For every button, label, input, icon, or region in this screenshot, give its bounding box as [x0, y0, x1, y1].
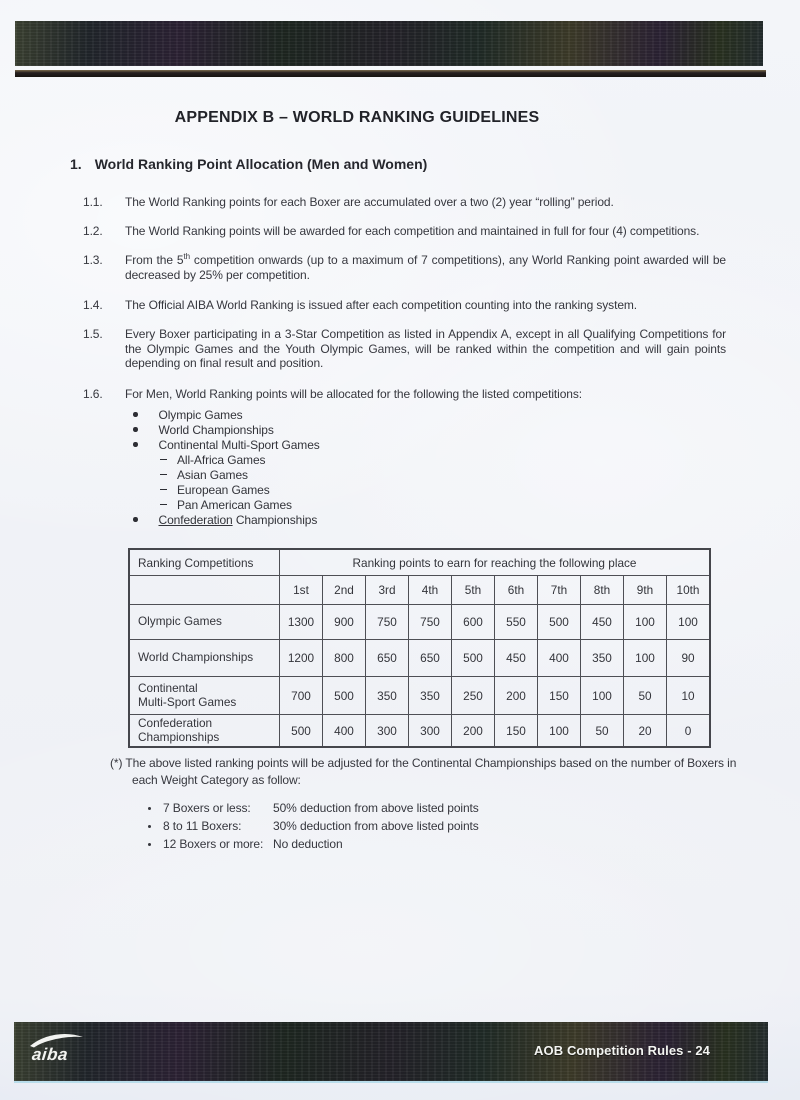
item-text: The World Ranking points for each Boxer are accumulated over a two (2) year “rolling” period.: [125, 195, 614, 209]
list-item-label: World Championships: [158, 422, 274, 437]
place-header: 6th: [495, 576, 538, 605]
bullet-dot-icon: [133, 427, 138, 432]
item-number: 1.4.: [83, 298, 103, 312]
item-text: The Official AIBA World Ranking is issued after each competition counting into the ranking system.: [125, 298, 638, 312]
item-1-1: [83, 195, 726, 210]
item-number: 1.5.: [83, 327, 103, 341]
points-cell: 50: [624, 677, 667, 715]
underlined-word: Confederation: [158, 512, 233, 527]
item-text: The World Ranking points will be awarded for each competition and maintained in full for four (4) competitions.: [125, 224, 700, 238]
section-heading: [70, 156, 427, 172]
points-cell: 350: [409, 677, 452, 715]
table-row: [129, 677, 710, 715]
competition-label: Confederation Championships: [129, 715, 280, 748]
table-header-row: [129, 549, 710, 576]
table-place-header-row: [129, 576, 710, 605]
points-cell: 650: [409, 640, 452, 677]
place-header: 9th: [624, 576, 667, 605]
deduction-list: [148, 799, 479, 853]
item-text: [125, 253, 726, 282]
points-cell: 900: [323, 605, 366, 640]
points-cell: 1200: [280, 640, 323, 677]
points-cell: 200: [452, 715, 495, 748]
points-cell: 150: [495, 715, 538, 748]
table-corner-header: Ranking Competitions: [129, 549, 280, 576]
points-cell: 700: [280, 677, 323, 715]
points-cell: 450: [495, 640, 538, 677]
footer-page-label: AOB Competition Rules - 24: [534, 1043, 710, 1058]
table-empty-cell: [129, 576, 280, 605]
dash-icon: [160, 474, 167, 476]
top-thin-stripe: [15, 70, 766, 77]
points-cell: 100: [538, 715, 581, 748]
deduction-label: 12 Boxers or more:: [163, 837, 264, 851]
points-cell: 1300: [280, 605, 323, 640]
top-decorative-band: [15, 21, 763, 66]
label-rest: Championships: [232, 512, 318, 527]
points-cell: 800: [323, 640, 366, 677]
footnote-body: The above listed ranking points will be adjusted for the Continental Championships based on the number of Boxers in each Weight Category as follow:: [125, 756, 737, 787]
dash-icon: [160, 459, 167, 461]
table-row: [129, 640, 710, 677]
bullet-dot-icon: [133, 442, 138, 447]
aiba-logo-text: aiba: [31, 1045, 70, 1064]
footnote-marker: (*): [110, 756, 123, 770]
deduction-label: 8 to 11 Boxers:: [163, 819, 242, 833]
table-row: [129, 715, 710, 748]
points-cell: 350: [366, 677, 409, 715]
points-cell: 50: [581, 715, 624, 748]
list-item: [148, 835, 479, 853]
points-cell: 750: [409, 605, 452, 640]
bullet-dot-icon: [148, 825, 151, 828]
list-item: [133, 437, 320, 452]
sub-list-item: [133, 497, 320, 512]
list-item: [133, 512, 320, 527]
points-cell: 100: [667, 605, 711, 640]
competition-label: World Championships: [129, 640, 280, 677]
list-item-label: Continental Multi-Sport Games: [158, 437, 320, 452]
points-cell: 400: [323, 715, 366, 748]
footnote: [110, 755, 762, 788]
place-header: 4th: [409, 576, 452, 605]
points-cell: 500: [323, 677, 366, 715]
points-cell: 10: [667, 677, 711, 715]
points-cell: 20: [624, 715, 667, 748]
place-header: 1st: [280, 576, 323, 605]
sub-list-item-label: European Games: [177, 482, 270, 497]
sub-list-item-label: Pan American Games: [177, 497, 292, 512]
points-cell: 0: [667, 715, 711, 748]
deduction-value: No deduction: [273, 837, 343, 851]
bullet-dot-icon: [133, 412, 138, 417]
ordinal-superscript: th: [183, 252, 190, 261]
list-item-label: Olympic Games: [158, 407, 243, 422]
bullet-dot-icon: [148, 807, 151, 810]
item-text-post: competition onwards (up to a maximum of 7 competitions), any World Ranking point awarded will be decreased by 25% per competition.: [125, 253, 726, 282]
dash-icon: [160, 504, 167, 506]
list-item-label: [159, 513, 318, 527]
item-1-4: [83, 298, 726, 313]
place-header: 10th: [667, 576, 711, 605]
table-span-header: Ranking points to earn for reaching the following place: [280, 549, 711, 576]
points-cell: 250: [452, 677, 495, 715]
section-heading-text: World Ranking Point Allocation (Men and Women): [94, 156, 428, 172]
aiba-logo: [26, 1031, 96, 1065]
sub-list-item-label: All-Africa Games: [177, 452, 266, 467]
competition-label: Continental Multi-Sport Games: [129, 677, 280, 715]
item-1-6: [83, 387, 726, 402]
item-text-pre: From the 5: [125, 253, 184, 267]
section-number: 1.: [70, 156, 82, 172]
item-number: 1.2.: [83, 224, 103, 238]
footnote-text: [110, 755, 762, 788]
item-text: Every Boxer participating in a 3-Star Competition as listed in Appendix A, except in all Qualifying Competitions for the Olympic Games and the Youth Olympic Games, will be ranked within the competition and will gain points depending on final result and position.: [125, 327, 726, 370]
place-header: 7th: [538, 576, 581, 605]
ranking-points-table-wrap: [128, 548, 711, 748]
points-cell: 500: [538, 605, 581, 640]
item-1-5: [83, 327, 726, 371]
list-item: [148, 799, 479, 817]
deduction-label: 7 Boxers or less:: [163, 801, 251, 815]
item-number: 1.6.: [83, 387, 103, 401]
points-cell: 100: [624, 605, 667, 640]
ranking-points-table: [128, 548, 711, 748]
competition-label: Olympic Games: [129, 605, 280, 640]
item-1-2: [83, 224, 726, 239]
item-number: 1.3.: [83, 253, 103, 267]
item-text: For Men, World Ranking points will be allocated for the following the listed competitions:: [125, 387, 583, 401]
points-cell: 150: [538, 677, 581, 715]
points-cell: 90: [667, 640, 711, 677]
points-cell: 450: [581, 605, 624, 640]
points-cell: 300: [366, 715, 409, 748]
points-cell: 100: [581, 677, 624, 715]
points-cell: 350: [581, 640, 624, 677]
item-number: 1.1.: [83, 195, 103, 209]
dash-icon: [160, 489, 167, 491]
points-cell: 650: [366, 640, 409, 677]
bullet-dot-icon: [133, 517, 138, 522]
points-cell: 500: [452, 640, 495, 677]
points-cell: 100: [624, 640, 667, 677]
points-cell: 750: [366, 605, 409, 640]
points-cell: 200: [495, 677, 538, 715]
list-item: [148, 817, 479, 835]
place-header: 2nd: [323, 576, 366, 605]
footer-band: [14, 1022, 768, 1081]
sub-list-item: [133, 452, 320, 467]
table-row: [129, 605, 710, 640]
list-item: [133, 407, 320, 422]
item-1-3: [83, 253, 726, 282]
sub-list-item-label: Asian Games: [177, 467, 248, 482]
deduction-value: 30% deduction from above listed points: [273, 819, 479, 833]
place-header: 8th: [581, 576, 624, 605]
points-cell: 600: [452, 605, 495, 640]
deduction-value: 50% deduction from above listed points: [273, 801, 479, 815]
points-cell: 400: [538, 640, 581, 677]
sub-list-item: [133, 482, 320, 497]
points-cell: 300: [409, 715, 452, 748]
points-cell: 500: [280, 715, 323, 748]
sub-list-item: [133, 467, 320, 482]
place-header: 3rd: [366, 576, 409, 605]
bullet-dot-icon: [148, 843, 151, 846]
place-header: 5th: [452, 576, 495, 605]
list-item: [133, 422, 320, 437]
competitions-list: [133, 407, 320, 527]
points-cell: 550: [495, 605, 538, 640]
page-title: APPENDIX B – WORLD RANKING GUIDELINES: [174, 109, 540, 126]
